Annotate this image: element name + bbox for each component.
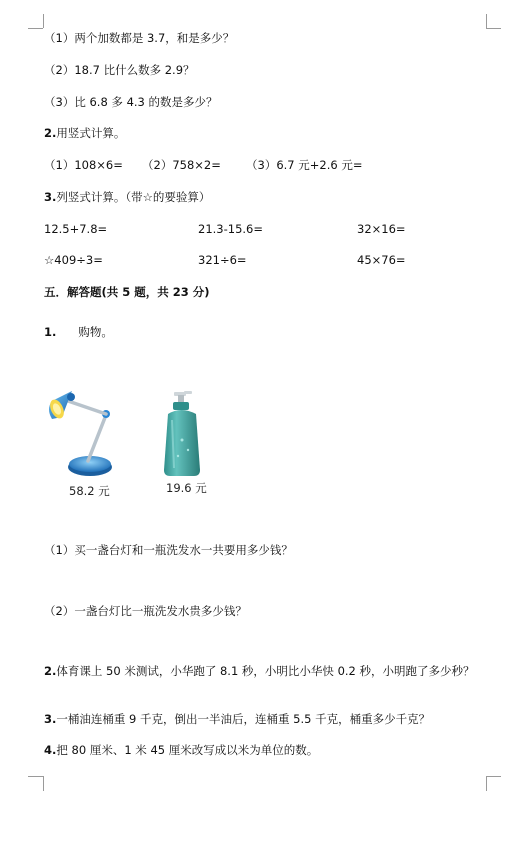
section-3-title: 列竖式计算。（带☆的要验算） — [56, 190, 211, 204]
calc-item-3: （3）6.7 元+2.6 元= — [246, 158, 363, 172]
problem-1-heading — [44, 324, 113, 340]
crop-mark-top-left-h — [28, 28, 43, 29]
bottle-price: 19.6 元 — [166, 481, 207, 495]
question-1-3: （3）比 6.8 多 4.3 的数是多少？ — [44, 95, 218, 109]
calc-item-1: （1）108×6= — [44, 158, 123, 172]
section-3-heading — [44, 189, 210, 205]
vertical-calc-r2c2: 321÷6= — [198, 253, 247, 267]
vertical-calc-r1c2: 21.3-15.6= — [198, 222, 263, 236]
problem-1-number: 1. — [44, 325, 57, 339]
lamp-price: 58.2 元 — [69, 484, 110, 498]
problem-2 — [44, 663, 492, 679]
calc-item-2: （2）758×2= — [142, 158, 221, 172]
crop-mark-top-left — [43, 14, 44, 28]
problem-3-number: 3. — [44, 712, 57, 726]
problem-2-number: 2. — [44, 664, 57, 678]
problem-1-sub-1: （1）买一盏台灯和一瓶洗发水一共要用多少钱？ — [44, 543, 293, 557]
crop-mark-bottom-right-h — [486, 776, 501, 777]
section-3-number: 3. — [44, 190, 57, 204]
problem-4 — [44, 742, 318, 758]
crop-mark-bottom-left — [43, 776, 44, 791]
problem-3-text: 一桶油连桶重 9 千克，倒出一半油后，连桶重 5.5 千克，桶重多少千克？ — [56, 712, 431, 726]
shampoo-bottle-icon — [160, 390, 206, 478]
vertical-calc-r2c1: ☆409÷3= — [44, 253, 103, 267]
vertical-calc-r1c3: 32×16= — [357, 222, 406, 236]
vertical-calc-r2c3: 45×76= — [357, 253, 406, 267]
vertical-calc-r1c1: 12.5+7.8= — [44, 222, 108, 236]
problem-1-sub-2: （2）一盏台灯比一瓶洗发水贵多少钱？ — [44, 604, 247, 618]
desk-lamp-icon — [44, 383, 119, 479]
problem-4-text: 把 80 厘米、1 米 45 厘米改写成以米为单位的数。 — [56, 743, 319, 757]
crop-mark-top-right — [486, 14, 487, 28]
problem-3 — [44, 711, 430, 727]
problem-2-text: 体育课上 50 米测试，小华跑了 8.1 秒，小明比小华快 0.2 秒，小明跑了多少秒？ — [56, 664, 475, 678]
question-1-2: （2）18.7 比什么数多 2.9？ — [44, 63, 195, 77]
section-2-title: 用竖式计算。 — [56, 126, 126, 140]
section-2-number: 2. — [44, 126, 57, 140]
question-1-1: （1）两个加数都是 3.7，和是多少？ — [44, 31, 235, 45]
crop-mark-bottom-left-h — [28, 776, 43, 777]
crop-mark-bottom-right — [486, 776, 487, 791]
section-5-heading: 五．解答题(共 5 题，共 23 分) — [44, 285, 210, 299]
problem-4-number: 4. — [44, 743, 57, 757]
problem-1-title: 购物。 — [78, 325, 113, 339]
crop-mark-top-right-h — [486, 28, 501, 29]
section-2-heading — [44, 125, 125, 141]
